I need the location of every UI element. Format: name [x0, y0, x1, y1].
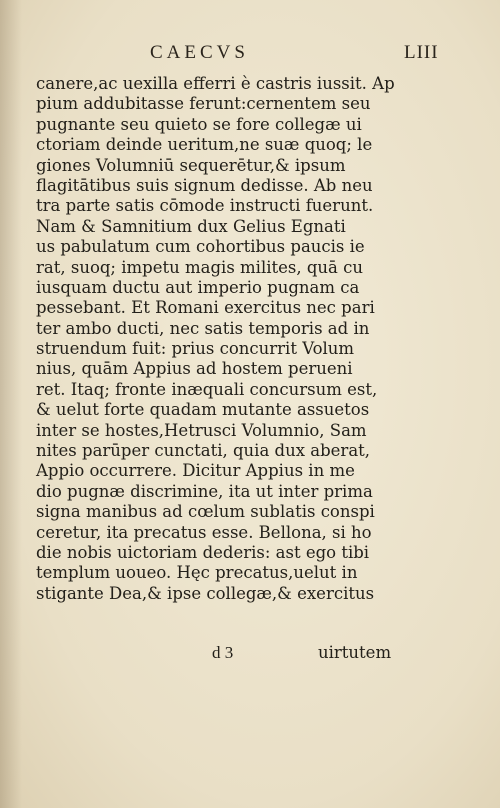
text-line: ret. Itaq; fronte inæquali concursum est,	[36, 379, 378, 399]
text-line: rat, suoq; impetu magis milites, quā cu	[36, 257, 363, 277]
text-line: templum uoueo. Hęc precatus,uelut in	[36, 563, 358, 583]
text-line: pium addubitasse ferunt:cernentem seu	[36, 94, 371, 114]
text-line: nites parūper cunctati, quia dux aberat,	[36, 441, 371, 461]
text-line: nius, quām Appius ad hostem perueni	[36, 359, 353, 379]
text-line: ter ambo ducti, nec satis temporis ad in	[36, 318, 370, 338]
running-title: CAECVS	[150, 42, 249, 63]
text-line: iusquam ductu aut imperio pugnam ca	[36, 277, 360, 297]
text-line: ctoriam deinde ueritum,ne suæ quoq; le	[36, 135, 373, 155]
text-line: ceretur, ita precatus esse. Bellona, si ho	[36, 522, 372, 542]
text-line: dio pugnæ discrimine, ita ut inter prima	[36, 481, 373, 501]
text-line: giones Volumniū sequerētur,& ipsum	[36, 155, 346, 175]
text-line: pessebant. Et Romani exercitus nec pari	[36, 298, 375, 318]
gutter-shadow	[0, 0, 22, 808]
text-line: inter se hostes,Hetrusci Volumnio, Sam	[36, 420, 367, 440]
text-line: stigante Dea,& ipse collegæ,& exercitus	[36, 583, 375, 603]
text-line: Appio occurrere. Dicitur Appius in me	[36, 461, 355, 481]
text-line: & uelut forte quadam mutante assuetos	[36, 400, 370, 420]
text-line: tra parte satis cōmode instructi fuerunt.	[36, 196, 374, 216]
text-line: canere,ac uexilla efferri è castris iussit. Ap	[36, 74, 395, 93]
folio-number: LIII	[404, 42, 439, 63]
text-line: Nam & Samnitium dux Gelius Egnati	[36, 216, 346, 236]
body-text-block	[36, 74, 395, 604]
text-line: die nobis uictoriam dederis: ast ego tibi	[36, 542, 370, 562]
text-line: struendum fuit: prius concurrit Volum	[36, 339, 355, 359]
text-line: flagitātibus suis signum dedisse. Ab neu	[36, 175, 373, 195]
show-through-text	[92, 40, 103, 62]
text-line: pugnante seu quieto se fore collegæ ui	[36, 114, 362, 134]
text-line: us pabulatum cum cohortibus paucis ie	[36, 237, 365, 257]
text-line: signa manibus ad cœlum sublatis conspi	[36, 502, 375, 522]
catchword: uirtutem	[318, 643, 392, 662]
signature-mark: d 3	[212, 643, 234, 662]
